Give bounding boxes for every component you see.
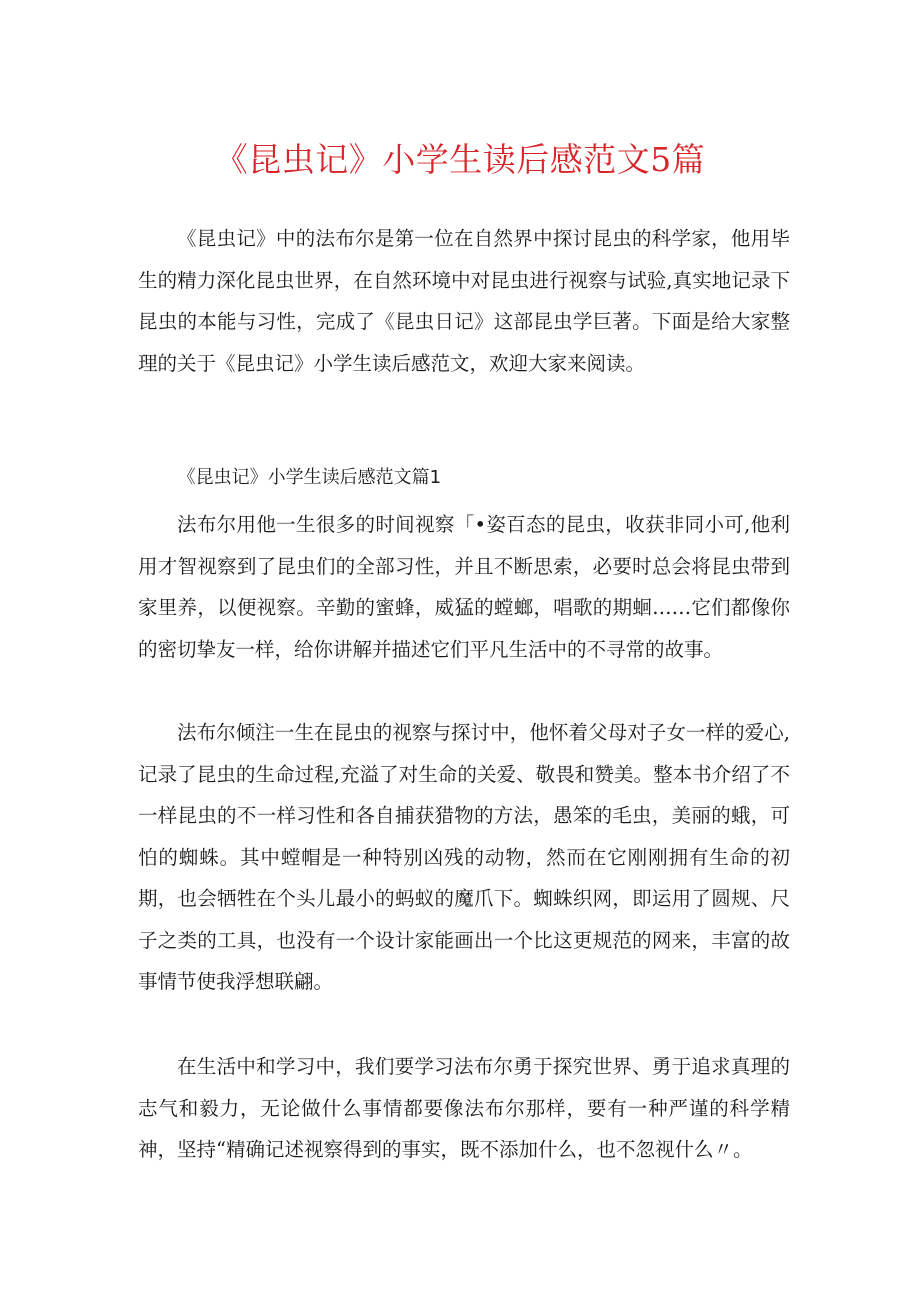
body-paragraph-2: 法布尔倾注一生在昆虫的视察与探讨中，他怀着父母对子女一样的爱心,记录了昆虫的生命过程,充溢了对生命的关爱、敬畏和赞美。整本书介绍了不一样昆虫的不一样习性和各自捕获猎物的方法，愚笨的毛虫，美丽的蛾，可怕的蜘蛛。其中螳帽是一种特别凶残的动物，然而在它刚刚拥有生命的初期，也会牺牲在个头儿最小的蚂蚁的魔爪下。蜘蛛织网，即运用了圆规、尺子之类的工具，也没有一个设计家能画出一个比这更规范的网来，丰富的故事情节使我浮想联翩。 (138, 721, 790, 993)
body-paragraph-3: 在生活中和学习中，我们要学习法布尔勇于探究世界、勇于追求真理的志气和毅力，无论做什么事情都要像法布尔那样，要有一种严谨的科学精神，坚持“精确记述视察得到的事实，既不添加什么，也不忽视什么〃。 (138, 1055, 790, 1161)
intro-paragraph: 《昆虫记》中的法布尔是第一位在自然界中探讨昆虫的科学家，他用毕生的精力深化昆虫世界，在自然环境中对昆虫进行视察与试验,真实地记录下昆虫的本能与习性，完成了《昆虫日记》这部昆虫学巨著。下面是给大家整理的关于《昆虫记》小学生读后感范文，欢迎大家来阅读。 (138, 227, 790, 375)
body-paragraph-1: 法布尔用他一生很多的时间视察「•姿百态的昆虫，收获非同小可,他利用才智视察到了昆虫们的全部习性，并且不断思索，必要时总会将昆虫带到家里养，以便视察。辛勤的蜜蜂，威猛的螳螂，唱歌的期蛔……它们都像你的密切挚友一样，给你讲解并描述它们平凡生活中的不寻常的故事。 (138, 513, 790, 661)
document-title: 《昆虫记》小学生读后感范文5篇 (214, 140, 706, 179)
section-heading: 《昆虫记》小学生读后感范文篇1 (177, 467, 442, 488)
